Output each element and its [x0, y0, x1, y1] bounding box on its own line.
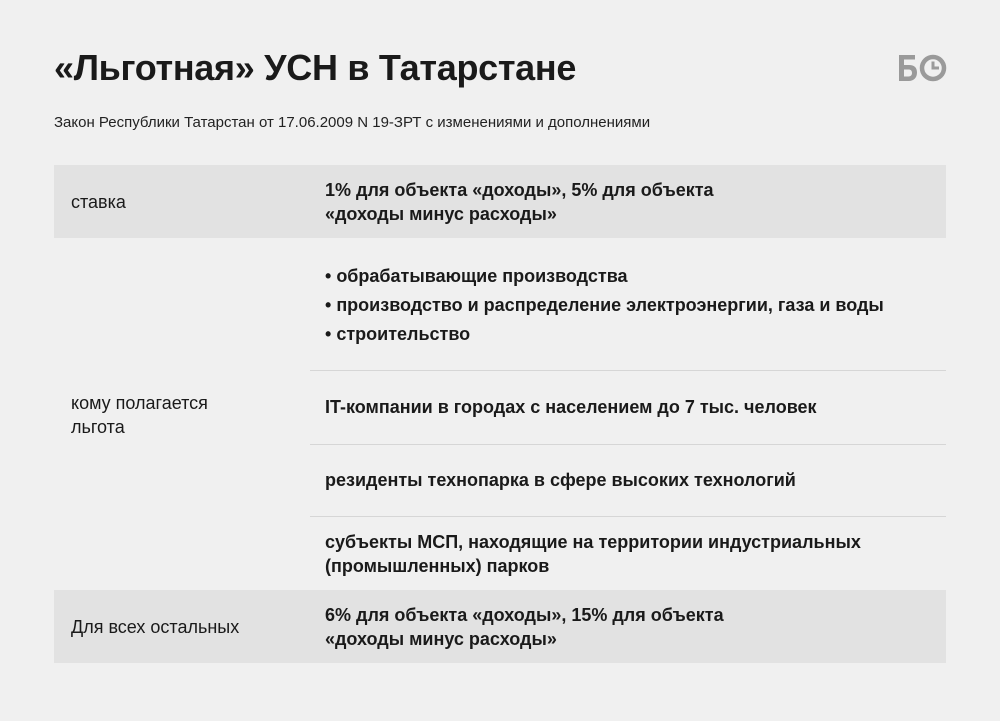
- divider: [310, 444, 946, 445]
- page-subtitle: Закон Республики Татарстан от 17.06.2009 N 19-ЗРТ с изменениями и дополнениями: [54, 114, 651, 131]
- list-item: • строительство: [325, 320, 884, 349]
- list-item: • обрабатывающие производства: [325, 262, 884, 291]
- eligible-label-line2: льгота: [71, 417, 125, 437]
- bo-logo: [896, 52, 948, 84]
- rate-value-line1: 1% для объекта «доходы», 5% для объекта: [325, 180, 714, 200]
- clock-icon: [896, 52, 948, 84]
- list-item: • производство и распределение электроэнергии, газа и воды: [325, 291, 884, 320]
- others-value-line1: 6% для объекта «доходы», 15% для объекта: [325, 605, 724, 625]
- it-companies-text: IT-компании в городах с населением до 7 тыс. человек: [325, 397, 817, 417]
- eligible-label-line1: кому полагается: [71, 393, 208, 413]
- rate-label: ставка: [71, 192, 126, 212]
- msp-text-line1: субъекты МСП, находящие на территории индустриальных: [325, 532, 861, 552]
- others-label: Для всех остальных: [71, 617, 240, 637]
- divider: [310, 516, 946, 517]
- rate-value-line2: «доходы минус расходы»: [325, 204, 557, 224]
- technopark-text: резиденты технопарка в сфере высоких технологий: [325, 470, 796, 490]
- msp-text-line2: (промышленных) парков: [325, 556, 550, 576]
- others-value-line2: «доходы минус расходы»: [325, 629, 557, 649]
- industry-list: [325, 262, 884, 349]
- divider: [310, 370, 946, 371]
- page-title: «Льготная» УСН в Татарстане: [54, 47, 577, 88]
